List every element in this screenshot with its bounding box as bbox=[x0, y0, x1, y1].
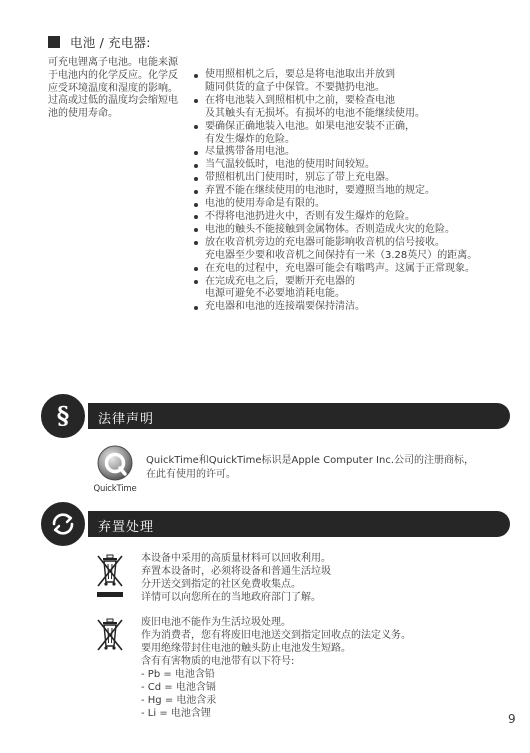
quicktime-logo-label: QuickTime bbox=[93, 484, 137, 494]
bullet-line: 在将电池装入到照相机中之前，要检查电池 bbox=[205, 94, 395, 106]
bullet-line: 使用照相机之后，要总是将电池取出并放到 bbox=[205, 69, 395, 80]
disposal-title: 弃置处理 bbox=[98, 520, 155, 535]
bullet-line: 有发生爆炸的危险。 bbox=[205, 133, 295, 145]
bullet-line: 带照相机出门使用时，别忘了带上充电器。 bbox=[205, 172, 395, 184]
hazard-item: - Li = 电池含锂 bbox=[141, 708, 211, 719]
bullet-line: 弃置不能在继续使用的电池时，要遵照当地的规定。 bbox=[205, 185, 435, 197]
section-title: 电池 / 充电器: bbox=[70, 35, 151, 50]
disposal-line: 作为消费者，您有将废旧电池送交到指定回收点的法定义务。 bbox=[141, 630, 411, 641]
bullet-line: 当气温较低时，电池的使用时间较短。 bbox=[205, 159, 375, 171]
section-heading bbox=[48, 33, 151, 51]
bullet-item bbox=[192, 185, 522, 198]
disposal-line: 弃置本设备时，必须将设备和普通生活垃圾 bbox=[141, 566, 331, 577]
page-number: 9 bbox=[508, 712, 516, 726]
bullet-item bbox=[192, 121, 522, 147]
legal-title: 法律声明 bbox=[98, 412, 155, 427]
bullet-line: 要确保正确地装入电池。如果电池安装不正确， bbox=[205, 120, 415, 132]
hazard-item: - Cd = 电池含镉 bbox=[141, 682, 216, 693]
bullet-line: 在充电的过程中，充电器可能会有嗡鸣声。这属于正常现象。 bbox=[205, 262, 475, 274]
bullet-item bbox=[192, 237, 522, 263]
legal-line: 在此有使用的许可。 bbox=[146, 469, 236, 480]
recycle-icon bbox=[39, 500, 87, 548]
bullet-line: 充电器至少要和收音机之间保持有一米（3.28英尺）的距离。 bbox=[205, 249, 478, 261]
bullet-item bbox=[192, 198, 522, 211]
bullet-line: 在完成充电之后，要断开充电器的 bbox=[205, 275, 355, 287]
square-bullet-icon bbox=[48, 36, 60, 48]
bullet-item bbox=[192, 146, 522, 159]
intro-text: 可充电锂离子电池。电能来源于电池内的化学反应。化学反应受环境温度和湿度的影响。过高或过低的温度均会缩短电池的使用寿命。 bbox=[48, 57, 178, 120]
quicktime-logo bbox=[91, 443, 139, 495]
bullet-item bbox=[192, 301, 522, 314]
disposal-device-text bbox=[141, 552, 511, 604]
legal-header-bar bbox=[88, 403, 510, 429]
disposal-line: 分开送交到指定的社区免费收集点。 bbox=[141, 579, 301, 590]
disposal-line: 含有有害物质的电池带有以下符号: bbox=[141, 656, 295, 667]
bullet-line: 放在收音机旁边的充电器可能影响收音机的信号接收。 bbox=[205, 236, 445, 248]
bullet-item bbox=[192, 276, 522, 302]
bullet-line: 电源可避免不必要地消耗电能。 bbox=[205, 288, 345, 300]
hazard-item: - Pb = 电池含铅 bbox=[141, 669, 215, 680]
disposal-line: 废旧电池不能作为生活垃圾处理。 bbox=[141, 617, 291, 628]
section-sign-glyph: § bbox=[56, 401, 70, 430]
disposal-header-bar bbox=[88, 511, 510, 537]
bullet-item bbox=[192, 95, 522, 121]
section-sign-icon bbox=[39, 392, 87, 440]
bullet-line: 电池的使用寿命是有限的。 bbox=[205, 198, 325, 210]
crossed-bin-icon bbox=[94, 552, 126, 600]
recycle-arrows-icon bbox=[49, 510, 77, 538]
bullet-line: 不得将电池扔进火中，否则有发生爆炸的危险。 bbox=[205, 210, 415, 222]
disposal-line: 要用绝缘带封住电池的触头防止电池发生短路。 bbox=[141, 643, 351, 654]
bullet-item bbox=[192, 172, 522, 185]
legal-text bbox=[146, 454, 506, 482]
bullet-line: 及其触头有无损坏。有损坏的电池不能继续使用。 bbox=[205, 107, 425, 119]
bullet-item bbox=[192, 263, 522, 276]
legal-line: QuickTime和QuickTime标识是Apple Computer Inc.公司的注册商标， bbox=[146, 455, 474, 466]
bullet-item bbox=[192, 211, 522, 224]
battery-bullet-list bbox=[192, 69, 522, 314]
disposal-line: 本设备中采用的高质量材料可以回收利用。 bbox=[141, 553, 331, 564]
disposal-battery-text bbox=[141, 616, 511, 720]
crossed-bin-battery-icon bbox=[94, 616, 126, 664]
bullet-item bbox=[192, 69, 522, 95]
bullet-line: 电池的触头不能接触到金属物体。否则造成火灾的危险。 bbox=[205, 223, 455, 235]
bullet-line: 随同供货的盒子中保管。不要抛扔电池。 bbox=[205, 81, 385, 93]
hazard-item: - Hg = 电池含汞 bbox=[141, 695, 217, 706]
bullet-item bbox=[192, 224, 522, 237]
bullet-line: 尽量携带备用电池。 bbox=[205, 146, 295, 158]
quicktime-icon bbox=[91, 443, 139, 485]
bullet-line: 充电器和电池的连接端要保持清洁。 bbox=[205, 301, 365, 313]
bullet-item bbox=[192, 159, 522, 172]
disposal-line: 详情可以向您所在的当地政府部门了解。 bbox=[141, 592, 321, 603]
